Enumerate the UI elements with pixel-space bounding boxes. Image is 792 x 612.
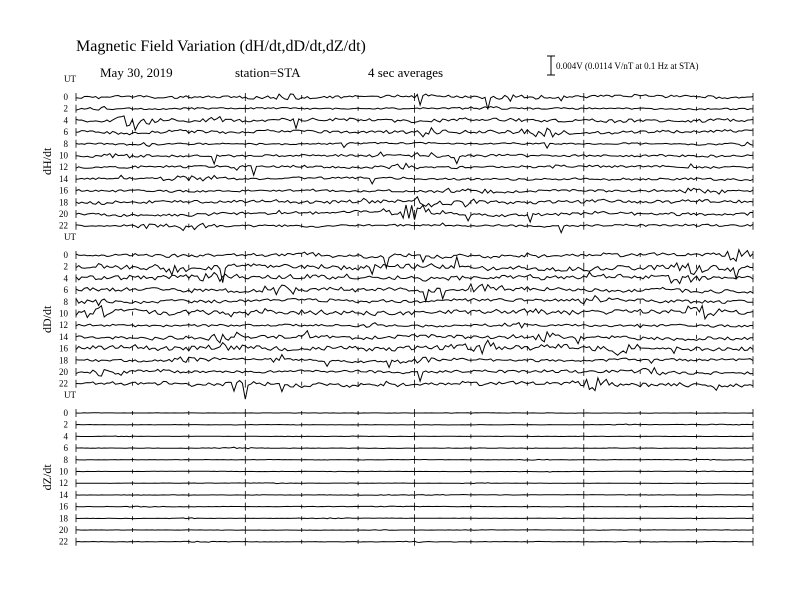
hour-tick-label: 22 — [59, 220, 68, 231]
chart-title: Magnetic Field Variation (dH/dt,dD/dt,dZ/dt) — [76, 38, 366, 55]
hour-tick-label: 16 — [59, 501, 68, 512]
hour-tick-label: 0 — [63, 408, 68, 418]
hour-tick-label: 0 — [63, 92, 68, 102]
hour-tick-label: 6 — [63, 127, 68, 138]
hour-tick-label: 2 — [63, 261, 68, 272]
hour-tick-label: 6 — [63, 285, 68, 296]
hour-tick-label: 10 — [59, 150, 68, 161]
hour-tick-label: 8 — [63, 454, 68, 465]
hour-tick-label: 4 — [63, 115, 68, 126]
hour-tick-label: 14 — [59, 173, 68, 184]
hour-tick-label: 4 — [63, 431, 68, 442]
ut-label: UT — [64, 232, 76, 242]
hour-tick-label: 12 — [59, 478, 68, 489]
hour-tick-label: 2 — [63, 103, 68, 114]
ut-label: UT — [64, 390, 76, 400]
hour-tick-label: 20 — [59, 367, 68, 377]
panel-dz-dt — [40, 390, 753, 547]
scale-bar-label: 0.004V (0.0114 V/nT at 0.1 Hz at STA) — [556, 61, 699, 71]
hour-tick-label: 16 — [59, 185, 68, 196]
hour-tick-label: 12 — [59, 162, 68, 173]
panel-label: dH/dt — [40, 147, 54, 176]
panel-label: dZ/dt — [40, 464, 54, 491]
hour-tick-label: 14 — [59, 489, 68, 500]
averaging-label: 4 sec averages — [368, 65, 444, 80]
hour-tick-label: 20 — [59, 525, 68, 535]
hour-tick-label: 2 — [63, 419, 68, 430]
hour-tick-label: 20 — [59, 209, 68, 219]
hour-tick-label: 8 — [63, 138, 68, 149]
hour-tick-label: 16 — [59, 343, 68, 354]
hour-tick-label: 14 — [59, 331, 68, 342]
panel-dd-dt — [40, 232, 753, 399]
panel-label: dD/dt — [40, 305, 54, 334]
hour-tick-label: 8 — [63, 296, 68, 307]
station-label: station=STA — [235, 65, 301, 80]
hour-tick-label: 0 — [63, 250, 68, 260]
hour-tick-label: 10 — [59, 466, 68, 477]
hour-tick-label: 6 — [63, 443, 68, 454]
hour-tick-label: 4 — [63, 273, 68, 284]
hour-tick-label: 22 — [59, 378, 68, 389]
hour-tick-label: 18 — [59, 197, 68, 208]
scale-bar — [547, 56, 555, 75]
hour-tick-label: 22 — [59, 536, 68, 547]
hour-tick-label: 10 — [59, 308, 68, 319]
hour-tick-label: 12 — [59, 320, 68, 331]
panel-dh-dt — [40, 74, 753, 233]
hour-tick-label: 18 — [59, 355, 68, 366]
ut-label: UT — [64, 74, 76, 84]
hour-tick-label: 18 — [59, 513, 68, 524]
date-label: May 30, 2019 — [100, 65, 173, 80]
